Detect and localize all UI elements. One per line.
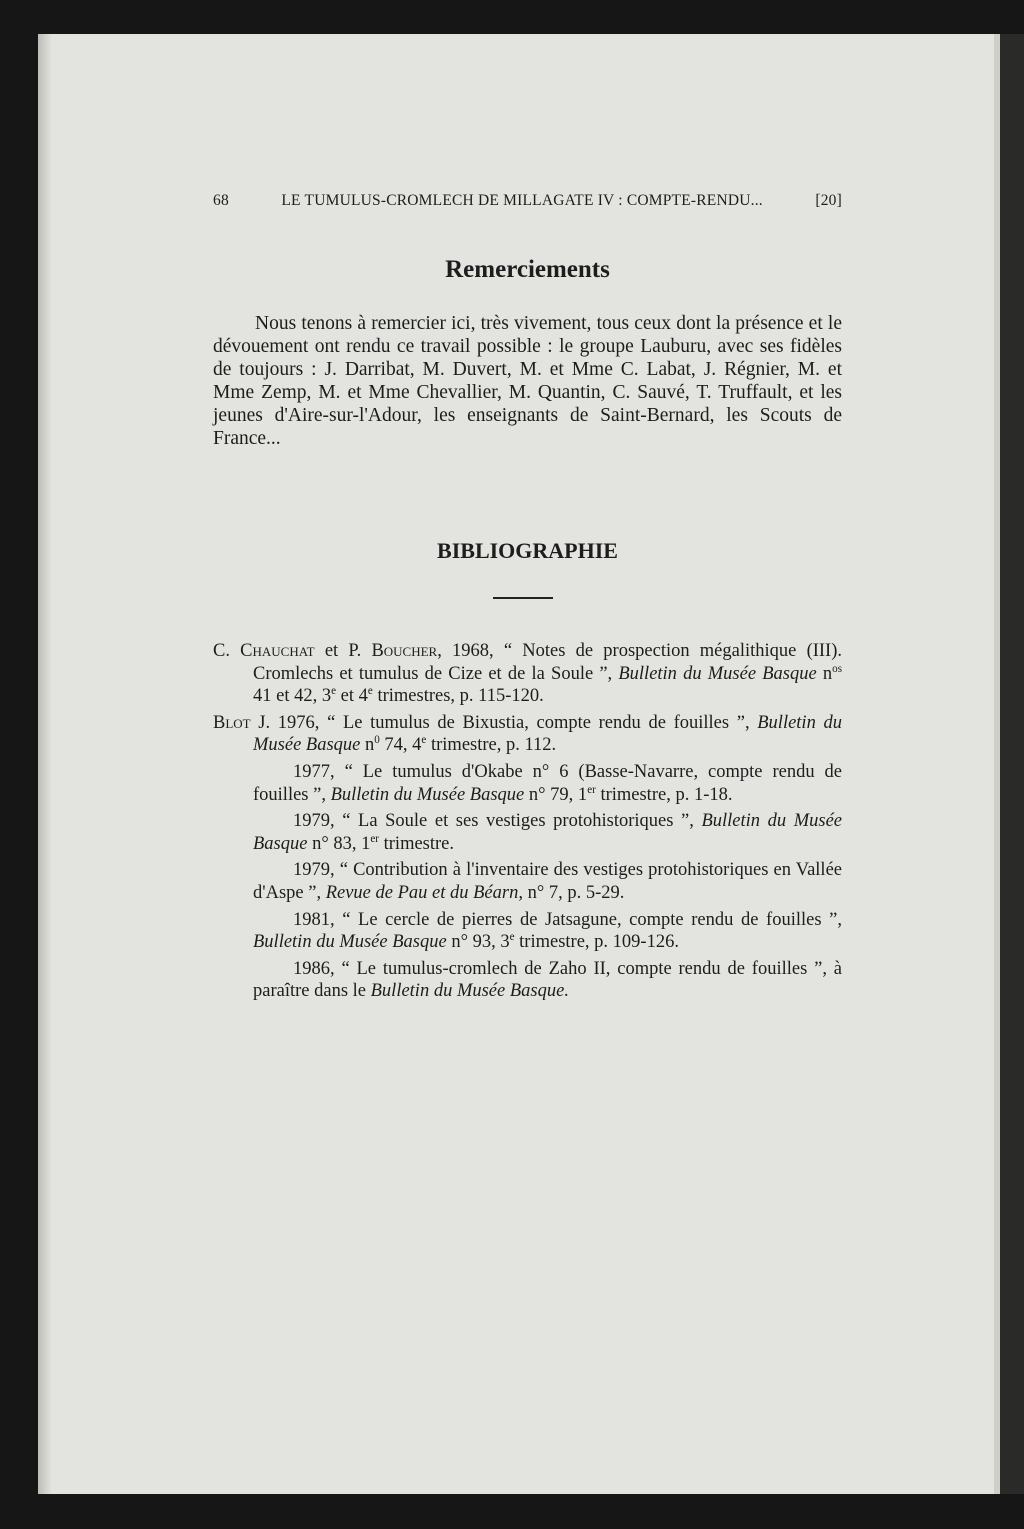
author-name: Boucher bbox=[371, 641, 438, 661]
citation-text: C. bbox=[213, 641, 241, 661]
running-header bbox=[213, 192, 842, 210]
author-name: Chauchat bbox=[240, 641, 315, 661]
superscript: er bbox=[370, 832, 379, 845]
publication-title: Bulletin du Musée Basque bbox=[253, 811, 842, 854]
citation-text: n° 93, 3 bbox=[446, 932, 510, 953]
citation-text: n bbox=[816, 663, 833, 684]
author-name: Blot bbox=[213, 712, 251, 733]
citation-text: 41 et 42, 3 bbox=[253, 686, 332, 707]
citation-text: trimestre, p. 1-18. bbox=[595, 784, 733, 805]
bibliography-entry bbox=[213, 958, 842, 1003]
citation-text: , 1968, “ Notes de prospection mégalithique (III). Cromlechs et tumulus de Cize et de la Soule ”, bbox=[253, 641, 843, 684]
citation-text: 1979, “ Contribution à l'inventaire des vestiges protohistoriques en Vallée d'Aspe ”, bbox=[253, 860, 842, 903]
facing-page-strip bbox=[1000, 34, 1024, 1494]
bibliography-entry bbox=[213, 859, 842, 904]
bibliography-entry bbox=[213, 712, 842, 757]
citation-text: trimestre, p. 109-126. bbox=[514, 932, 679, 953]
superscript: 0 bbox=[374, 734, 380, 747]
acknowledgements-title: Remerciements bbox=[445, 256, 610, 283]
bibliography-list bbox=[213, 640, 842, 1007]
title-rule bbox=[493, 597, 553, 599]
acknowledgements-text: Nous tenons à remercier ici, très vivement, tous ceux dont la présence et le dévouement ont rendu ce travail possible : le groupe Lauburu, avec ses fidèles de toujours : J. Darribat, M. Duvert, M. et Mme C. Labat, J. Régnier, M. et Mme Zemp, M. et Mme Chevallier, M. Quantin, C. Sauvé, T. Truffault, et les jeunes d'Aire-sur-l'Adour, les enseignants de Saint-Bernard, les Scouts de France... bbox=[213, 313, 842, 449]
publication-title: Bulletin du Musée Basque bbox=[618, 663, 817, 684]
publication-title: Bulletin du Musée Basque. bbox=[370, 981, 569, 1002]
superscript: e bbox=[509, 930, 515, 943]
bibliography-entry bbox=[213, 810, 842, 855]
citation-text: J. 1976, “ Le tumulus de Bixustia, compte rendu de fouilles ”, bbox=[250, 712, 758, 733]
citation-text: trimestres, p. 115-120. bbox=[372, 686, 544, 707]
page-binding-edge bbox=[38, 34, 52, 1494]
citation-text: n° 7, p. 5-29. bbox=[522, 882, 625, 903]
superscript: os bbox=[832, 662, 843, 675]
superscript: e bbox=[331, 685, 337, 698]
citation-text: 1979, “ La Soule et ses vestiges protohistoriques ”, bbox=[293, 811, 702, 832]
publication-title: Bulletin du Musée Basque bbox=[330, 784, 525, 805]
citation-text: n bbox=[360, 735, 375, 756]
citation-text: 74, 4 bbox=[379, 735, 422, 756]
citation-text: trimestre, p. 112. bbox=[426, 735, 557, 756]
bibliography-entry bbox=[213, 761, 842, 806]
citation-text: et P. bbox=[314, 641, 372, 661]
running-title: LE TUMULUS-CROMLECH DE MILLAGATE IV : COMPTE-RENDU... bbox=[281, 192, 763, 209]
superscript: e bbox=[421, 734, 427, 747]
superscript: e bbox=[367, 685, 373, 698]
citation-text: n° 79, 1 bbox=[524, 784, 588, 805]
superscript: er bbox=[587, 783, 596, 796]
publication-title: Bulletin du Musée Basque bbox=[253, 712, 842, 756]
publication-title: Revue de Pau et du Béarn, bbox=[325, 882, 523, 903]
citation-text: 1986, “ Le tumulus-cromlech de Zaho II, compte rendu de fouilles ”, à paraître dans le bbox=[253, 958, 842, 1002]
page-number: 68 bbox=[213, 192, 229, 209]
citation-text: et 4 bbox=[336, 686, 368, 707]
publication-title: Bulletin du Musée Basque bbox=[253, 932, 447, 953]
citation-text: 1981, “ Le cercle de pierres de Jatsagune, compte rendu de fouilles ”, bbox=[293, 909, 842, 930]
bibliography-entry bbox=[213, 909, 842, 954]
bibliography-entry bbox=[213, 640, 842, 708]
section-number: [20] bbox=[815, 192, 842, 209]
citation-text: trimestre. bbox=[379, 833, 455, 854]
citation-text: 1977, “ Le tumulus d'Okabe n° 6 (Basse-Navarre, compte rendu de fouilles ”, bbox=[253, 761, 842, 805]
citation-text: n° 83, 1 bbox=[307, 833, 371, 854]
bibliography-title: BIBLIOGRAPHIE bbox=[437, 538, 618, 563]
